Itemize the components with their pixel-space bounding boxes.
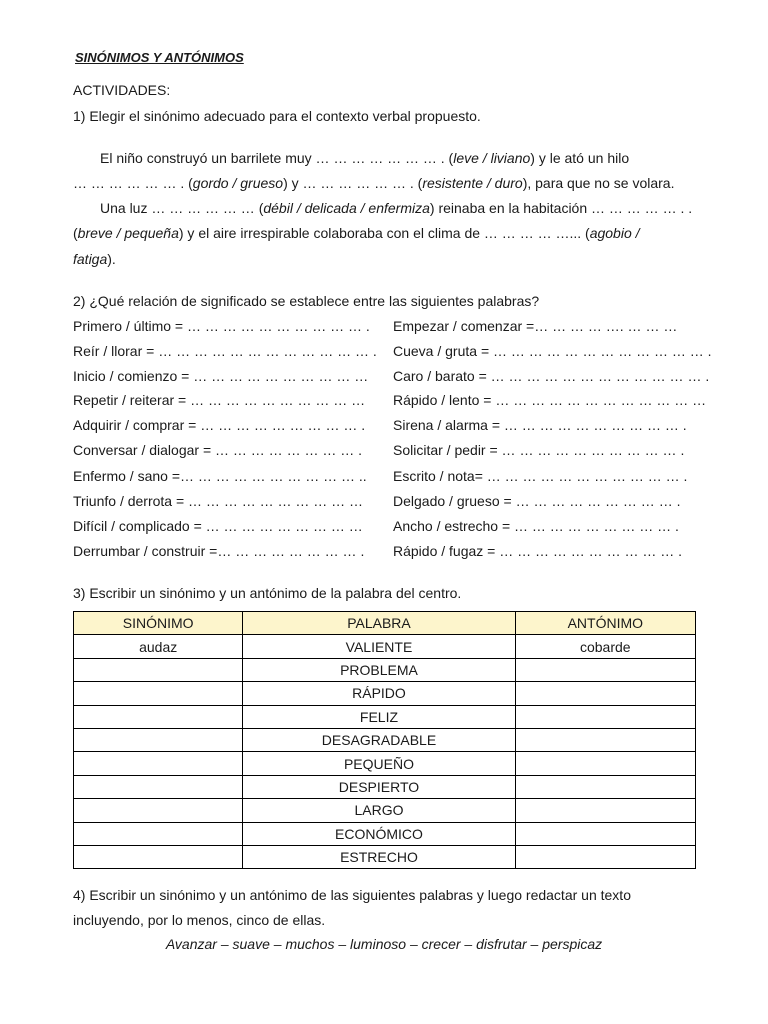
synonym-cell[interactable] [74, 658, 243, 681]
page-title: SINÓNIMOS Y ANTÓNIMOS [75, 50, 244, 65]
q1-text: ) y el aire irrespirable colaboraba con el clima de … … … … …... ( [178, 225, 590, 241]
table-row [74, 728, 696, 751]
synonym-antonym-table [73, 611, 696, 869]
q4-prompt-line-2: incluyendo, por lo menos, cinco de ellas. [73, 912, 326, 928]
synonym-cell[interactable] [74, 705, 243, 728]
antonym-cell[interactable] [515, 728, 695, 751]
q2-right-item: Sirena / alarma = … … … … … … … … … … . [393, 417, 687, 433]
antonym-cell[interactable] [515, 822, 695, 845]
word-cell: ESTRECHO [243, 845, 515, 868]
q1-text: ( [73, 225, 78, 241]
synonym-cell[interactable] [74, 728, 243, 751]
table-row [74, 775, 696, 798]
q1-text: ) y … … … … … … . ( [283, 175, 423, 191]
q1-option: gordo / grueso [192, 175, 284, 191]
word-cell: ECONÓMICO [243, 822, 515, 845]
q1-text: El niño construyó un barrilete muy … … … … … … … . ( [100, 150, 454, 166]
antonym-cell[interactable] [515, 658, 695, 681]
q2-right-item: Escrito / nota= … … … … … … … … … … … . [393, 468, 688, 484]
q1-paragraph-line-3 [100, 200, 692, 216]
q2-left-item: Adquirir / comprar = … … … … … … … … … . [73, 417, 366, 433]
q1-text: ) y le ató un hilo [530, 150, 630, 166]
word-cell: DESAGRADABLE [243, 728, 515, 751]
q2-right-item: Caro / barato = … … … … … … … … … … … … . [393, 368, 710, 384]
q2-prompt: 2) ¿Qué relación de significado se establece entre las siguientes palabras? [73, 293, 540, 309]
table-row [74, 705, 696, 728]
q2-right-item: Rápido / fugaz = … … … … … … … … … … . [393, 543, 683, 559]
q1-option: resistente / duro [422, 175, 523, 191]
table-row [74, 635, 696, 658]
antonym-cell[interactable]: cobarde [515, 635, 695, 658]
q1-text: ), para que no se volara. [522, 175, 675, 191]
q3-prompt: 3) Escribir un sinónimo y un antónimo de la palabra del centro. [73, 585, 462, 601]
synonym-cell[interactable] [74, 752, 243, 775]
table-row [74, 752, 696, 775]
q2-right-item: Ancho / estrecho = … … … … … … … … … . [393, 518, 679, 534]
header-antonym: ANTÓNIMO [515, 612, 695, 635]
word-cell: PEQUEÑO [243, 752, 515, 775]
q2-right-item: Rápido / lento = … … … … … … … … … … … … [393, 392, 707, 408]
q1-option: agobio / [589, 225, 640, 241]
table-header-row [74, 612, 696, 635]
synonym-cell[interactable] [74, 845, 243, 868]
table-row [74, 822, 696, 845]
synonym-cell[interactable] [74, 682, 243, 705]
q2-left-item: Primero / último = … … … … … … … … … … . [73, 318, 370, 334]
q1-text: … … … … … … . ( [73, 175, 193, 191]
q1-option: fatiga [73, 251, 108, 267]
word-cell: PROBLEMA [243, 658, 515, 681]
q1-text: Una luz … … … … … … ( [100, 200, 264, 216]
q1-paragraph-line-1 [100, 150, 629, 166]
table-row [74, 682, 696, 705]
word-cell: RÁPIDO [243, 682, 515, 705]
synonym-cell[interactable] [74, 775, 243, 798]
word-cell: FELIZ [243, 705, 515, 728]
activities-label: ACTIVIDADES: [73, 82, 171, 98]
word-cell: VALIENTE [243, 635, 515, 658]
header-synonym: SINÓNIMO [74, 612, 243, 635]
q2-left-item: Difícil / complicado = … … … … … … … … … [73, 518, 363, 534]
q1-text: ). [107, 251, 116, 267]
antonym-cell[interactable] [515, 845, 695, 868]
q4-prompt-line-1: 4) Escribir un sinónimo y un antónimo de las siguientes palabras y luego redactar un texto [73, 887, 631, 903]
word-cell: LARGO [243, 799, 515, 822]
antonym-cell[interactable] [515, 682, 695, 705]
q1-paragraph-line-5 [73, 251, 116, 267]
q2-left-item: Repetir / reiterar = … … … … … … … … … … [73, 392, 366, 408]
synonym-cell[interactable] [74, 799, 243, 822]
q2-left-item: Derrumbar / construir =… … … … … … … … . [73, 543, 365, 559]
q1-option: débil / delicada / enfermiza [263, 200, 430, 216]
q2-left-item: Enfermo / sano =… … … … … … … … … … .. [73, 468, 367, 484]
q2-left-item: Inicio / comienzo = … … … … … … … … … … [73, 368, 369, 384]
q1-option: leve / liviano [453, 150, 531, 166]
q1-text: ) reinaba en la habitación … … … … … . . [429, 200, 693, 216]
q1-option: breve / pequeña [77, 225, 179, 241]
q2-left-item: Reír / llorar = … … … … … … … … … … … … . [73, 343, 377, 359]
antonym-cell[interactable] [515, 775, 695, 798]
header-word: PALABRA [243, 612, 515, 635]
table-row [74, 845, 696, 868]
antonym-cell[interactable] [515, 705, 695, 728]
q4-word-list: Avanzar – suave – muchos – luminoso – crecer – disfrutar – perspicaz [165, 936, 603, 952]
table-row [74, 658, 696, 681]
table-row [74, 799, 696, 822]
q1-prompt: 1) Elegir el sinónimo adecuado para el contexto verbal propuesto. [73, 108, 481, 124]
q2-left-item: Conversar / dialogar = … … … … … … … … . [73, 442, 363, 458]
q2-right-item: Solicitar / pedir = … … … … … … … … … … . [393, 442, 685, 458]
word-cell: DESPIERTO [243, 775, 515, 798]
q1-paragraph-line-2 [73, 175, 674, 191]
q2-left-item: Triunfo / derrota = … … … … … … … … … … [73, 493, 364, 509]
q1-paragraph-line-4 [73, 225, 640, 241]
synonym-cell[interactable] [74, 822, 243, 845]
q2-right-item: Delgado / grueso = … … … … … … … … … . [393, 493, 681, 509]
antonym-cell[interactable] [515, 799, 695, 822]
q2-right-item: Empezar / comenzar =… … … … …. … … … [393, 318, 678, 334]
antonym-cell[interactable] [515, 752, 695, 775]
synonym-cell[interactable]: audaz [74, 635, 243, 658]
q2-right-item: Cueva / gruta = … … … … … … … … … … … … . [393, 343, 712, 359]
